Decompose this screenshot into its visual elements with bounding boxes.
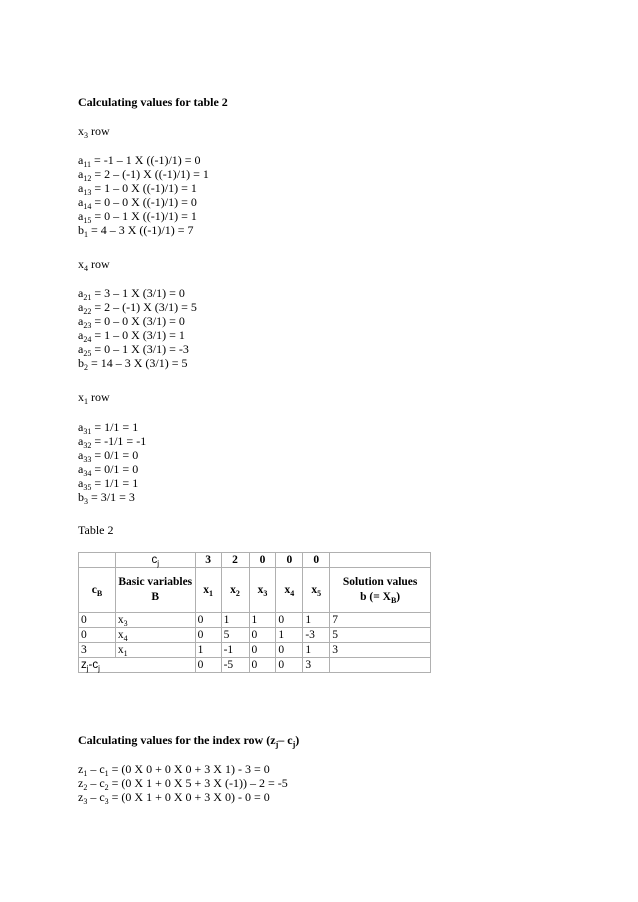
cj-value: 0 [249, 553, 276, 568]
calc-line: $a_{13} = 1 - 0$ X ((-1)/1) = 1 [78, 181, 197, 197]
var-header: $x_2$ [221, 568, 249, 613]
calc-line: $a_{34} = 0/1 = 0$ [78, 462, 139, 478]
header-row [79, 568, 431, 613]
calc-line: $a_{11} = -1 - 1$ X ((-1)/1) = 0 [78, 153, 201, 169]
calc-line: $b_3 = 3/1 = 3$ [78, 490, 135, 506]
index-calc-line: $z_1 - c_1 = (0$ X 0 + 0 X 0 + 3 X 1) - 3 = 0 [78, 762, 270, 778]
calc-line: $a_{24} = 1 - 0$ X (3/1) = 1 [78, 328, 185, 344]
table-row: 0 $x_4$ 0 5 0 1 -3 5 [79, 628, 431, 643]
cj-value: 2 [221, 553, 249, 568]
table-row: 3 $x_1$ 1 -1 0 0 1 3 [79, 643, 431, 658]
calc-line: $a_{15} = 0 - 1$ X ((-1)/1) = 1 [78, 209, 197, 225]
calc-line: $a_{12} = 2 - (-1)$ X ((-1)/1) = 1 [78, 167, 209, 183]
calc-line: $b_1 = 4 - 3$ X ((-1)/1) = 7 [78, 223, 194, 239]
cj-value: 0 [303, 553, 330, 568]
x1-row-label: $x_1$ row [78, 390, 110, 406]
calc-line: $a_{25} = 0 - 1$ X (3/1) = -3 [78, 342, 189, 358]
calc-line: $a_{32} = -1/1 = -1$ [78, 434, 147, 450]
calc-line: $b_2 = 14 - 3$ X (3/1) = 5 [78, 356, 188, 372]
cj-value: 3 [195, 553, 221, 568]
calc-line: $a_{33} = 0/1 = 0$ [78, 448, 139, 464]
var-header: $x_5$ [303, 568, 330, 613]
x3-row-label: $x_3$ row [78, 124, 110, 140]
zj-cj-label: $z_j-c_j$ [79, 658, 196, 673]
calc-line: $a_{23} = 0 - 0$ X (3/1) = 0 [78, 314, 185, 330]
table-caption: Table 2 [78, 523, 114, 537]
heading-index-row: Calculating values for the index row ($z_j-$ $c_j$) [78, 733, 300, 749]
x4-row-label: $x_4$ row [78, 257, 110, 273]
var-header: $x_3$ [249, 568, 276, 613]
simplex-table-2 [78, 552, 431, 673]
calc-line: $a_{31} = 1/1 = 1$ [78, 420, 139, 436]
var-header: $x_4$ [276, 568, 303, 613]
heading-table2: Calculating values for table 2 [78, 95, 228, 109]
calc-line: $a_{21} = 3 - 1$ X (3/1) = 0 [78, 286, 185, 302]
cj-row [79, 553, 431, 568]
var-header: $x_1$ [195, 568, 221, 613]
calc-line: $a_{14} = 0 - 0$ X ((-1)/1) = 0 [78, 195, 197, 211]
calc-line: $a_{35} = 1/1 = 1$ [78, 476, 139, 492]
cj-label: $c_j$ [115, 553, 195, 568]
solution-header: Solution values b (= $X_B$) [330, 568, 431, 613]
zj-cj-row: $z_j-c_j$ 0 -5 0 0 3 [79, 658, 431, 673]
index-calc-line: $z_3 - c_3 = (0$ X 1 + 0 X 0 + 3 X 0) - 0 = 0 [78, 790, 270, 806]
basic-variables-header: Basic variables B [115, 568, 195, 613]
index-calc-line: $z_2 - c_2 = (0$ X 1 + 0 X 5 + 3 X (-1)) – 2 = -5 [78, 776, 288, 792]
cj-value: 0 [276, 553, 303, 568]
table-row: 0 $x_3$ 0 1 1 0 1 7 [79, 613, 431, 628]
calc-line: $a_{22} = 2 - (-1)$ X (3/1) = 5 [78, 300, 197, 316]
cb-header: $c_B$ [79, 568, 116, 613]
